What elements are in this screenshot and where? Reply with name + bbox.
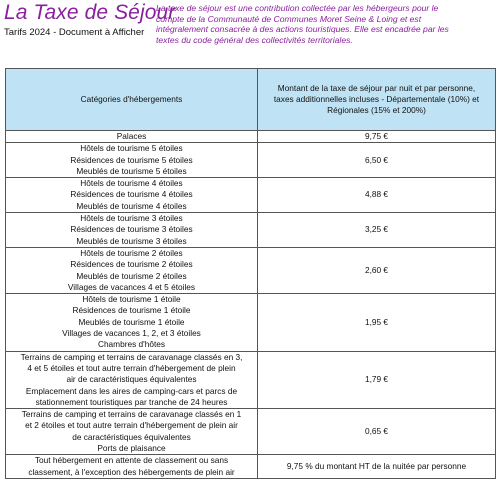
table-row xyxy=(6,247,496,293)
page-title: La Taxe de Séjour xyxy=(4,1,176,24)
category-line: 4 et 5 étoiles et tout autre terrain d'hébergement de plein xyxy=(27,362,236,373)
header-amount-line: Régionales (15% et 200%) xyxy=(327,105,426,116)
intro-line: La taxe de séjour est une contribution collectée par les hébergeurs pour le xyxy=(156,3,439,13)
category-line: Meublés de tourisme 3 étoiles xyxy=(76,235,187,246)
amount-cell: 4,88 € xyxy=(258,178,496,213)
category-line: Terrains de camping et terrains de caravanage classés en 1 xyxy=(21,409,242,420)
amount-cell: 9,75 € xyxy=(258,131,496,143)
table-row xyxy=(6,143,496,178)
category-line: Palaces xyxy=(116,131,147,141)
table-row xyxy=(6,294,496,351)
category-line: et 2 étoiles et tout autre terrain d'hébergement de plein air xyxy=(25,420,238,431)
table-header-row xyxy=(6,69,496,131)
intro-line: textes du code général des collectivités territoriales. xyxy=(156,34,353,45)
category-line: air de caractéristiques équivalentes xyxy=(66,374,197,385)
category-cell xyxy=(6,131,258,143)
category-line: de caractéristiques équivalentes xyxy=(72,431,191,442)
category-line: Hôtels de tourisme 5 étoiles xyxy=(80,143,183,154)
category-cell xyxy=(6,294,258,351)
category-line: Meublés de tourisme 5 étoiles xyxy=(76,165,187,176)
category-line: Meublés de tourisme 4 étoiles xyxy=(76,200,187,211)
tax-rates-table xyxy=(5,68,496,479)
intro-line: compte de la Communauté de Communes Moret Seine & Loing et est xyxy=(156,13,422,24)
category-line: stationnement touristiques par tranche de 24 heures xyxy=(35,396,228,407)
category-line: Tout hébergement en attente de classement ou sans xyxy=(34,455,229,466)
amount-cell: 2,60 € xyxy=(258,247,496,293)
category-line: classement, à l'exception des hébergements de plein air xyxy=(28,466,235,477)
category-line: Hôtels de tourisme 3 étoiles xyxy=(80,213,183,224)
category-line: Villages de vacances 1, 2, et 3 étoiles xyxy=(62,328,201,339)
amount-cell: 6,50 € xyxy=(258,143,496,178)
category-line: Résidences de tourisme 1 étoile xyxy=(72,305,191,316)
amount-cell: 3,25 € xyxy=(258,213,496,248)
header-amount xyxy=(258,69,496,131)
category-cell xyxy=(6,455,258,479)
category-cell xyxy=(6,178,258,213)
table-row xyxy=(6,213,496,248)
category-line: Meublés de tourisme 1 étoile xyxy=(78,316,185,327)
table-row xyxy=(6,351,496,408)
table-row xyxy=(6,409,496,455)
table-body xyxy=(6,131,496,479)
category-cell xyxy=(6,409,258,455)
category-cell xyxy=(6,213,258,248)
category-line: Terrains de camping et terrains de caravanage classés en 3, xyxy=(20,351,243,362)
amount-cell: 9,75 % du montant HT de la nuitée par personne xyxy=(258,455,496,479)
category-cell xyxy=(6,143,258,178)
amount-cell: 1,79 € xyxy=(258,351,496,408)
page-subtitle: Tarifs 2024 - Document à Afficher xyxy=(4,27,145,38)
category-line: Résidences de tourisme 5 étoiles xyxy=(70,154,193,165)
category-cell xyxy=(6,247,258,293)
category-line: Meublés de tourisme 2 étoiles xyxy=(76,270,187,281)
category-line: Résidences de tourisme 4 étoiles xyxy=(70,189,193,200)
category-line: Résidences de tourisme 2 étoiles xyxy=(70,259,193,270)
header-category: Catégories d'hébergements xyxy=(6,69,258,131)
category-cell xyxy=(6,351,258,408)
amount-cell: 1,95 € xyxy=(258,294,496,351)
header-amount-line: Montant de la taxe de séjour par nuit et par personne, xyxy=(277,82,476,93)
intro-text xyxy=(156,3,496,45)
table-row xyxy=(6,178,496,213)
table-row xyxy=(6,131,496,143)
amount-cell: 0,65 € xyxy=(258,409,496,455)
table-row xyxy=(6,455,496,479)
category-line: Ports de plaisance xyxy=(97,443,166,454)
intro-line: intégralement consacrée à des actions touristiques. Elle est encadrée par les xyxy=(156,24,449,34)
header-amount-line: taxes additionnelles incluses - Départementale (10%) et xyxy=(273,93,480,104)
category-line: Hôtels de tourisme 2 étoiles xyxy=(80,247,183,258)
category-line: Chambres d'hôtes xyxy=(97,339,166,350)
category-line: Hôtels de tourisme 1 étoile xyxy=(82,294,181,305)
category-line: Emplacement dans les aires de camping-cars et parcs de xyxy=(25,385,238,396)
category-line: Résidences de tourisme 3 étoiles xyxy=(70,224,193,235)
category-line: Villages de vacances 4 et 5 étoiles xyxy=(67,281,196,292)
category-line: Hôtels de tourisme 4 étoiles xyxy=(80,178,183,189)
